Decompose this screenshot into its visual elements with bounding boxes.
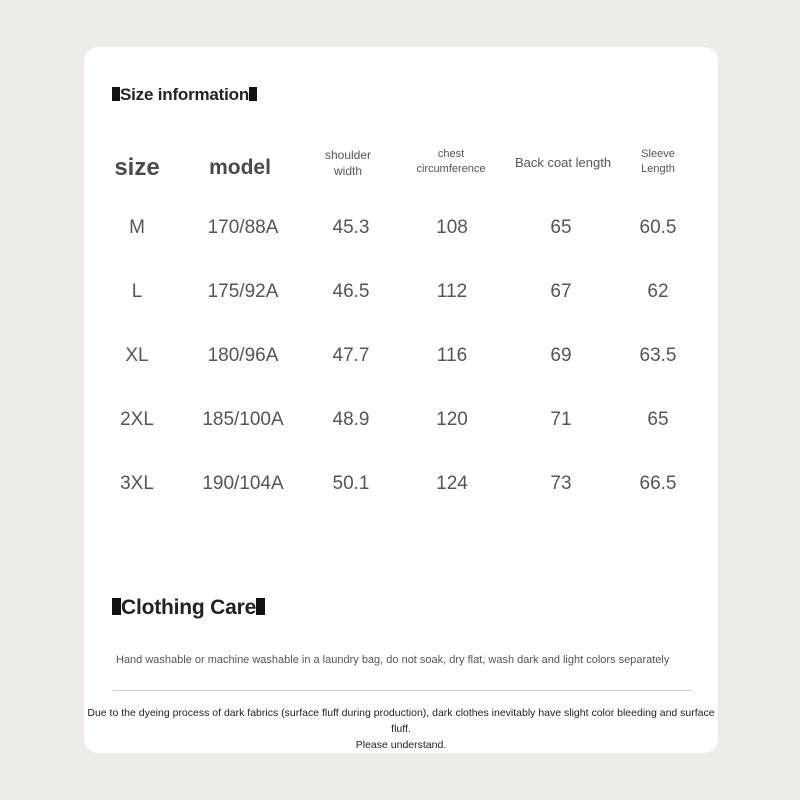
divider bbox=[113, 690, 692, 691]
header-size: size bbox=[114, 154, 160, 181]
cell-size: M bbox=[129, 217, 145, 238]
cell-chest: 116 bbox=[436, 345, 468, 366]
cell-size: 3XL bbox=[120, 473, 154, 494]
dye-note-line2: Please understand. bbox=[355, 739, 447, 751]
bracket-glyph-left bbox=[112, 87, 120, 101]
cell-chest: 112 bbox=[436, 281, 468, 302]
header-shoulder-line1: shoulder bbox=[324, 148, 372, 162]
header-chest-line2: circumference bbox=[416, 162, 486, 175]
cell-sleeve: 66.5 bbox=[639, 473, 677, 494]
care-instructions: Hand washable or machine washable in a laundry bag, do not soak, dry flat, wash dark and light colors separately bbox=[116, 654, 670, 666]
header-sleeve-line1: Sleeve bbox=[641, 148, 675, 160]
cell-shoulder: 48.9 bbox=[332, 409, 370, 430]
size-information-label: Size information bbox=[120, 85, 250, 104]
header-model: model bbox=[209, 156, 271, 179]
cell-shoulder: 46.5 bbox=[332, 281, 370, 302]
clothing-care-label: Clothing Care bbox=[121, 596, 257, 619]
size-information-title bbox=[112, 85, 257, 105]
cell-model: 175/92A bbox=[207, 281, 279, 302]
cell-chest: 124 bbox=[436, 473, 468, 494]
bracket-glyph-right bbox=[249, 87, 257, 101]
header-shoulder-width bbox=[325, 147, 371, 179]
cell-shoulder: 47.7 bbox=[332, 345, 370, 366]
header-chest-line1: chest bbox=[437, 148, 465, 160]
cell-size: XL bbox=[125, 345, 149, 366]
cell-sleeve: 63.5 bbox=[639, 345, 677, 366]
dye-note-line1: Due to the dyeing process of dark fabrics (surface fluff during production), dark clothes inevitably have slight color bleeding and surface fluff. bbox=[87, 707, 715, 735]
cell-model: 185/100A bbox=[202, 409, 284, 430]
bracket-glyph-left bbox=[112, 598, 121, 615]
cell-sleeve: 65 bbox=[647, 409, 669, 430]
cell-size: L bbox=[131, 281, 143, 302]
header-sleeve-line2: Length bbox=[641, 162, 675, 175]
header-back-coat-length: Back coat length bbox=[514, 155, 612, 170]
cell-model: 180/96A bbox=[207, 345, 279, 366]
cell-chest: 120 bbox=[436, 409, 468, 430]
size-card bbox=[84, 47, 718, 753]
cell-chest: 108 bbox=[436, 217, 468, 238]
cell-back-length: 73 bbox=[550, 473, 572, 494]
cell-sleeve: 62 bbox=[647, 281, 669, 302]
clothing-care-title bbox=[112, 596, 265, 620]
cell-shoulder: 50.1 bbox=[332, 473, 370, 494]
cell-back-length: 69 bbox=[550, 345, 572, 366]
header-sleeve-length bbox=[641, 147, 675, 177]
cell-size: 2XL bbox=[120, 409, 154, 430]
header-chest-circumference bbox=[416, 147, 485, 177]
cell-sleeve: 60.5 bbox=[639, 217, 677, 238]
bracket-glyph-right bbox=[256, 598, 265, 615]
header-shoulder-line2: width bbox=[333, 164, 362, 179]
dye-note bbox=[84, 705, 718, 753]
cell-shoulder: 45.3 bbox=[332, 217, 370, 238]
cell-back-length: 65 bbox=[550, 217, 572, 238]
cell-back-length: 67 bbox=[550, 281, 572, 302]
cell-model: 170/88A bbox=[207, 217, 279, 238]
cell-back-length: 71 bbox=[550, 409, 572, 430]
cell-model: 190/104A bbox=[202, 473, 284, 494]
